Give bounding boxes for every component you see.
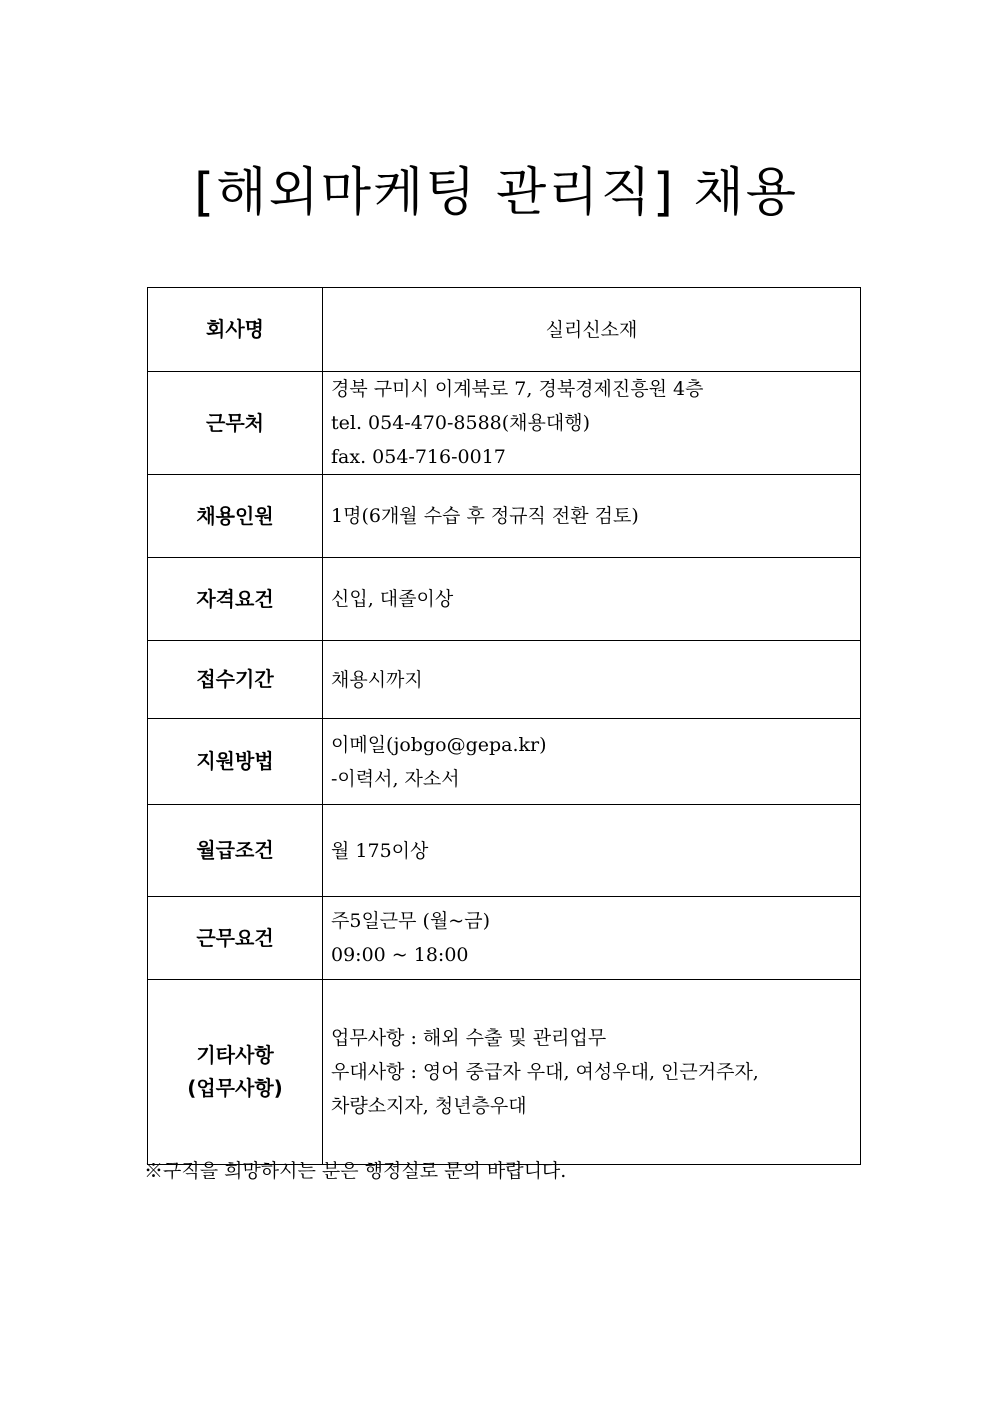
label-headcount: 채용인원 — [148, 475, 323, 558]
page-title: [해외마케팅 관리직] 채용 — [194, 163, 798, 223]
other-preference: 우대사항 : 영어 중급자 우대, 여성우대, 인근거주자, — [331, 1061, 759, 1083]
row-salary — [148, 805, 861, 897]
label-salary: 월급조건 — [148, 805, 323, 897]
other-duties: 업무사항 : 해외 수출 및 관리업무 — [331, 1027, 607, 1049]
value-salary — [323, 805, 861, 897]
value-company — [323, 288, 861, 372]
workplace-tel: tel. 054-470-8588(채용대행) — [331, 412, 591, 434]
label-qualification: 자격요건 — [148, 558, 323, 641]
apply-email: 이메일(jobgo@gepa.kr) — [331, 733, 547, 756]
label-workplace: 근무처 — [148, 372, 323, 475]
row-other — [148, 980, 861, 1165]
salary-text: 월 175이상 — [331, 839, 429, 862]
row-period — [148, 641, 861, 719]
row-apply-method — [148, 719, 861, 805]
value-apply-method — [323, 719, 861, 805]
label-other-line2: (업무사항) — [187, 1076, 283, 1100]
value-qualification — [323, 558, 861, 641]
value-workplace — [323, 372, 861, 475]
label-apply-method: 지원방법 — [148, 719, 323, 805]
workplace-fax: fax. 054-716-0017 — [331, 446, 506, 468]
qualification-text: 신입, 대졸이상 — [331, 588, 454, 610]
period-text: 채용시까지 — [331, 668, 423, 691]
label-work-conditions: 근무요건 — [148, 897, 323, 980]
row-workplace — [148, 372, 861, 475]
company-name: 실리신소재 — [545, 318, 638, 341]
work-hours: 09:00 ~ 18:00 — [331, 944, 469, 966]
label-company: 회사명 — [148, 288, 323, 372]
row-headcount — [148, 475, 861, 558]
label-period: 접수기간 — [148, 641, 323, 719]
row-work-conditions — [148, 897, 861, 980]
row-qualification — [148, 558, 861, 641]
footnote: ※구직을 희망하시는 분은 행정실로 문의 바랍니다. — [144, 1160, 567, 1182]
headcount-text: 1명(6개월 수습 후 정규직 전환 검토) — [331, 505, 639, 527]
row-company — [148, 288, 861, 372]
apply-documents: -이력서, 자소서 — [331, 767, 460, 790]
work-days: 주5일근무 (월~금) — [331, 910, 490, 932]
other-preference-cont: 차량소지자, 청년층우대 — [331, 1095, 527, 1117]
label-other-line1: 기타사항 — [196, 1043, 274, 1067]
job-info-table — [147, 287, 861, 1165]
value-headcount — [323, 475, 861, 558]
label-other — [148, 980, 323, 1165]
workplace-address: 경북 구미시 이계북로 7, 경북경제진흥원 4층 — [331, 378, 704, 400]
value-period — [323, 641, 861, 719]
value-work-conditions — [323, 897, 861, 980]
value-other — [323, 980, 861, 1165]
